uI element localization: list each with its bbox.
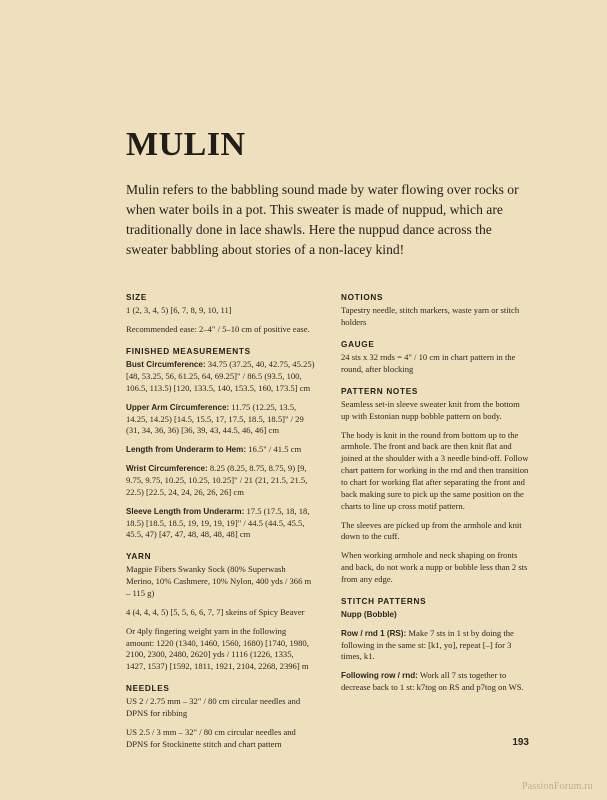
measurement-label: Bust Circumference:: [126, 360, 206, 370]
measurement-value: 16.5" / 41.5 cm: [248, 444, 302, 455]
measurement-value: 11.75 (12.25, 13.5, 14.25, 14.25) [14.5, 15.5, 17, 17.5, 18.5, 18.5]" / 29 (31, 34, 36, 36) [36, 39, 43, 44.5, 46, 46] cm: [126, 401, 304, 436]
needles-line-1: US 2 / 2.75 mm – 32" / 80 cm circular needles and DPNS for ribbing: [126, 696, 301, 718]
stitch-row-label: Row / rnd 1 (RS):: [341, 628, 407, 638]
nupp-label: Nupp (Bobble): [341, 609, 397, 619]
section-heading-size: SIZE: [126, 293, 147, 303]
section-stitch-patterns: [341, 597, 530, 694]
measurement-label: Sleeve Length from Underarm:: [126, 506, 245, 516]
yarn-line-2: 4 (4, 4, 4, 5) [5, 5, 6, 6, 7, 7] skeins of Spicy Beaver: [126, 606, 305, 617]
measurement-label: Length from Underarm to Hem:: [126, 445, 247, 455]
section-heading-finished-measurements: FINISHED MEASUREMENTS: [126, 347, 251, 357]
stitch-row-value: Work all 7 sts together to decrease back to 1 st: k7tog on RS and p7tog on WS.: [341, 670, 524, 693]
section-yarn: [126, 552, 315, 673]
gauge-line-1: 24 sts x 32 rnds = 4" / 10 cm in chart pattern in the round, after blocking: [341, 352, 516, 374]
measurement-value: 17.5 (17.5, 18, 18, 18.5) [18.5, 18.5, 19, 19, 19, 19]" / 44.5 (44.5, 45.5, 45.5, 47) [47, 47, 48, 48, 48, 48] cm: [126, 505, 310, 540]
yarn-line-1: Magpie Fibers Swanky Sock (80% Superwash Merino, 10% Cashmere, 10% Nylon, 400 yds / 366 m – 115 g): [126, 564, 312, 598]
stitch-pattern-row: [341, 670, 530, 694]
section-heading-needles: NEEDLES: [126, 684, 170, 694]
section-finished-measurements: [126, 347, 315, 541]
page-number: 193: [512, 737, 529, 748]
stitch-row-value: Make 7 sts in 1 st by doing the following in the same st: [k1, yo], repeat [–] for 3 times, k1.: [341, 627, 514, 662]
measurement-item: [126, 463, 315, 499]
section-heading-notions: NOTIONS: [341, 293, 384, 303]
section-needles: [126, 684, 315, 750]
measurement-item: [126, 402, 315, 438]
right-column: [341, 293, 530, 761]
stitch-pattern-subheading: [341, 609, 530, 621]
measurement-item: [126, 359, 315, 395]
watermark: PassionForum.ru: [521, 781, 593, 792]
notions-line-1: Tapestry needle, stitch markers, waste yarn or stitch holders: [341, 305, 520, 328]
pattern-notes-line-3: The sleeves are picked up from the armhole and knit down to the cuff.: [341, 519, 522, 542]
yarn-line-3: Or 4ply fingering weight yarn in the following amount: 1220 (1340, 1460, 1560, 1680) [1740, 1980, 2100, 2300, 2480, 2620] yds / 1116 (1226, 1335, 1427, 1537) [1592, 1811, 1921, 2104, 2268, 2396] m: [126, 625, 309, 672]
intro-paragraph: Mulin refers to the babbling sound made by water flowing over rocks or when water boils in a pot. This sweater is made of nuppud, which are traditionally done in lace shawls. Here the nuppud dance across the sweater babbling about stories of a non-lacey kind!: [126, 182, 519, 257]
stitch-pattern-row: [341, 628, 530, 664]
pattern-notes-line-1: Seamless set-in sleeve sweater knit from the bottom up with Estonian nupp bobble pattern on body.: [341, 398, 520, 421]
left-column: [126, 293, 315, 761]
measurement-label: Upper Arm Circumference:: [126, 402, 230, 412]
pattern-notes-line-4: When working armhole and neck shaping on fronts and back, do not work a nupp or bobble less than 2 sts from any edge.: [341, 550, 528, 584]
section-size: [126, 293, 315, 336]
section-heading-stitch-patterns: STITCH PATTERNS: [341, 596, 427, 606]
measurement-item: [126, 444, 315, 456]
size-line-1: 1 (2, 3, 4, 5) [6, 7, 8, 9, 10, 11]: [126, 305, 232, 316]
section-notions: [341, 293, 530, 329]
section-heading-yarn: YARN: [126, 552, 152, 562]
section-gauge: [341, 340, 530, 376]
page-title: MULIN: [126, 126, 246, 163]
pattern-notes-line-2: The body is knit in the round from bottom up to the armhole. The front and back are then knit flat and joined at the shoulder with a 3 needle bind-off. Follow chart pattern for working in the rnd and then transition to chart for working flat after separating the front and back making sure to pick up the same position on the charts to line up cross motif pattern.: [341, 429, 529, 511]
measurement-label: Wrist Circumference:: [126, 464, 208, 474]
section-heading-gauge: GAUGE: [341, 340, 375, 350]
measurement-item: [126, 506, 315, 542]
section-heading-pattern-notes: PATTERN NOTES: [341, 386, 419, 396]
measurement-value: 8.25 (8.25, 8.75, 8.75, 9) [9, 9.75, 9.75, 10.25, 10.25, 10.25]" / 21 (21, 21.5, 21.5, 22.5) [22.5, 24, 24, 26, 26, 26] cm: [126, 463, 308, 497]
measurement-value: 34.75 (37.25, 40, 42.75, 45.25) [48, 53.25, 56, 61.25, 64, 69.25]" / 86.5 (93.5, 100, 106.5, 113.5) [120, 133.5, 140, 153.5, 160, 173.5] cm: [126, 359, 315, 393]
needles-line-2: US 2.5 / 3 mm – 32" / 80 cm circular needles and DPNS for Stockinette stitch and chart pattern: [126, 726, 296, 749]
two-column-layout: [126, 293, 530, 761]
section-pattern-notes: [341, 387, 530, 586]
stitch-row-label: Following row / rnd:: [341, 671, 418, 681]
size-line-2: Recommended ease: 2–4" / 5–10 cm of positive ease.: [126, 324, 310, 335]
